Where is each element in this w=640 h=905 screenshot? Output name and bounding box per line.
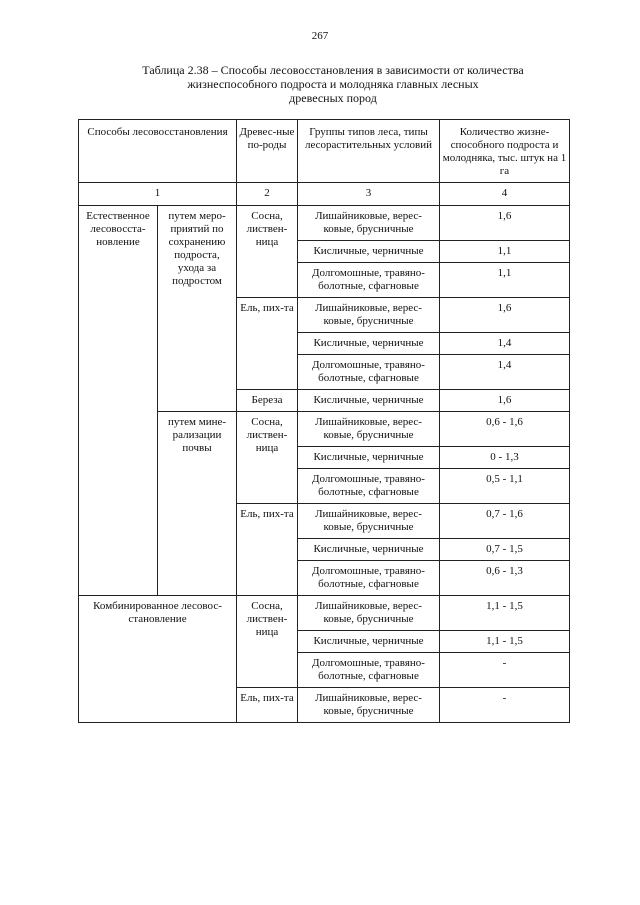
caption-line-3: древесных пород [289, 91, 377, 105]
forest-type-cell: Лишайниковые, верес-ковые, брусничные [298, 596, 440, 631]
value-cell: 1,6 [440, 298, 570, 333]
species-spruce-fir: Ель, пих-та [237, 688, 298, 723]
forest-type-cell: Лишайниковые, верес-ковые, брусничные [298, 504, 440, 539]
value-cell: 0,7 - 1,6 [440, 504, 570, 539]
forest-type-cell: Лишайниковые, верес-ковые, брусничные [298, 412, 440, 447]
forest-type-cell: Лишайниковые, верес-ковые, брусничные [298, 688, 440, 723]
forest-type-cell: Кисличные, черничные [298, 390, 440, 412]
page-number: 267 [311, 30, 329, 42]
forest-type-cell: Долгомошные, травяно-болотные, сфагновые [298, 355, 440, 390]
header-methods: Способы лесовосстановления [79, 120, 237, 183]
submethod-mineralization: путем мине-рализации почвы [158, 412, 237, 596]
value-cell: 0 - 1,3 [440, 447, 570, 469]
value-cell: 1,1 - 1,5 [440, 596, 570, 631]
method-natural: Естественное лесовосста-новление [79, 206, 158, 596]
column-number-2: 2 [237, 183, 298, 206]
species-spruce-fir: Ель, пих-та [237, 504, 298, 596]
value-cell: 1,1 [440, 241, 570, 263]
value-cell: 0,7 - 1,5 [440, 539, 570, 561]
reforestation-table [78, 119, 570, 723]
caption-line-2: жизнеспособного подроста и молодняка главных лесных [187, 77, 479, 91]
method-combined: Комбинированное лесовос-становление [79, 596, 237, 723]
value-cell: 1,4 [440, 355, 570, 390]
column-number-row [79, 183, 570, 206]
forest-type-cell: Кисличные, черничные [298, 241, 440, 263]
column-number-3: 3 [298, 183, 440, 206]
value-cell: 0,6 - 1,3 [440, 561, 570, 596]
column-number-1: 1 [79, 183, 237, 206]
forest-type-cell: Лишайниковые, верес-ковые, брусничные [298, 206, 440, 241]
submethod-preservation: путем меро-приятий по сохранению подроста, ухода за подростом [158, 206, 237, 412]
table-row [79, 596, 570, 631]
value-cell: 0,6 - 1,6 [440, 412, 570, 447]
header-species: Древес-ные по-роды [237, 120, 298, 183]
header-forest-types: Группы типов леса, типы лесорастительных условий [298, 120, 440, 183]
forest-type-cell: Долгомошные, травяно-болотные, сфагновые [298, 561, 440, 596]
caption-line-1: Таблица 2.38 – Способы лесовосстановления в зависимости от количества [142, 63, 524, 77]
forest-type-cell: Лишайниковые, верес-ковые, брусничные [298, 298, 440, 333]
value-cell: - [440, 653, 570, 688]
value-cell: - [440, 688, 570, 723]
table-row [79, 206, 570, 241]
value-cell: 1,1 [440, 263, 570, 298]
forest-type-cell: Кисличные, черничные [298, 333, 440, 355]
value-cell: 1,1 - 1,5 [440, 631, 570, 653]
species-pine-larch: Сосна, листвен-ница [237, 412, 298, 504]
value-cell: 1,4 [440, 333, 570, 355]
header-row [79, 120, 570, 183]
species-pine-larch: Сосна, листвен-ница [237, 596, 298, 688]
column-number-4: 4 [440, 183, 570, 206]
value-cell: 1,6 [440, 206, 570, 241]
species-pine-larch: Сосна, листвен-ница [237, 206, 298, 298]
forest-type-cell: Кисличные, черничные [298, 539, 440, 561]
value-cell: 1,6 [440, 390, 570, 412]
table-caption [78, 63, 588, 105]
forest-type-cell: Кисличные, черничные [298, 631, 440, 653]
value-cell: 0,5 - 1,1 [440, 469, 570, 504]
species-spruce-fir: Ель, пих-та [237, 298, 298, 390]
species-birch: Береза [237, 390, 298, 412]
forest-type-cell: Долгомошные, травяно-болотные, сфагновые [298, 263, 440, 298]
forest-type-cell: Кисличные, черничные [298, 447, 440, 469]
forest-type-cell: Долгомошные, травяно-болотные, сфагновые [298, 653, 440, 688]
header-quantity: Количество жизне-способного подроста и молодняка, тыс. штук на 1 га [440, 120, 570, 183]
forest-type-cell: Долгомошные, травяно-болотные, сфагновые [298, 469, 440, 504]
